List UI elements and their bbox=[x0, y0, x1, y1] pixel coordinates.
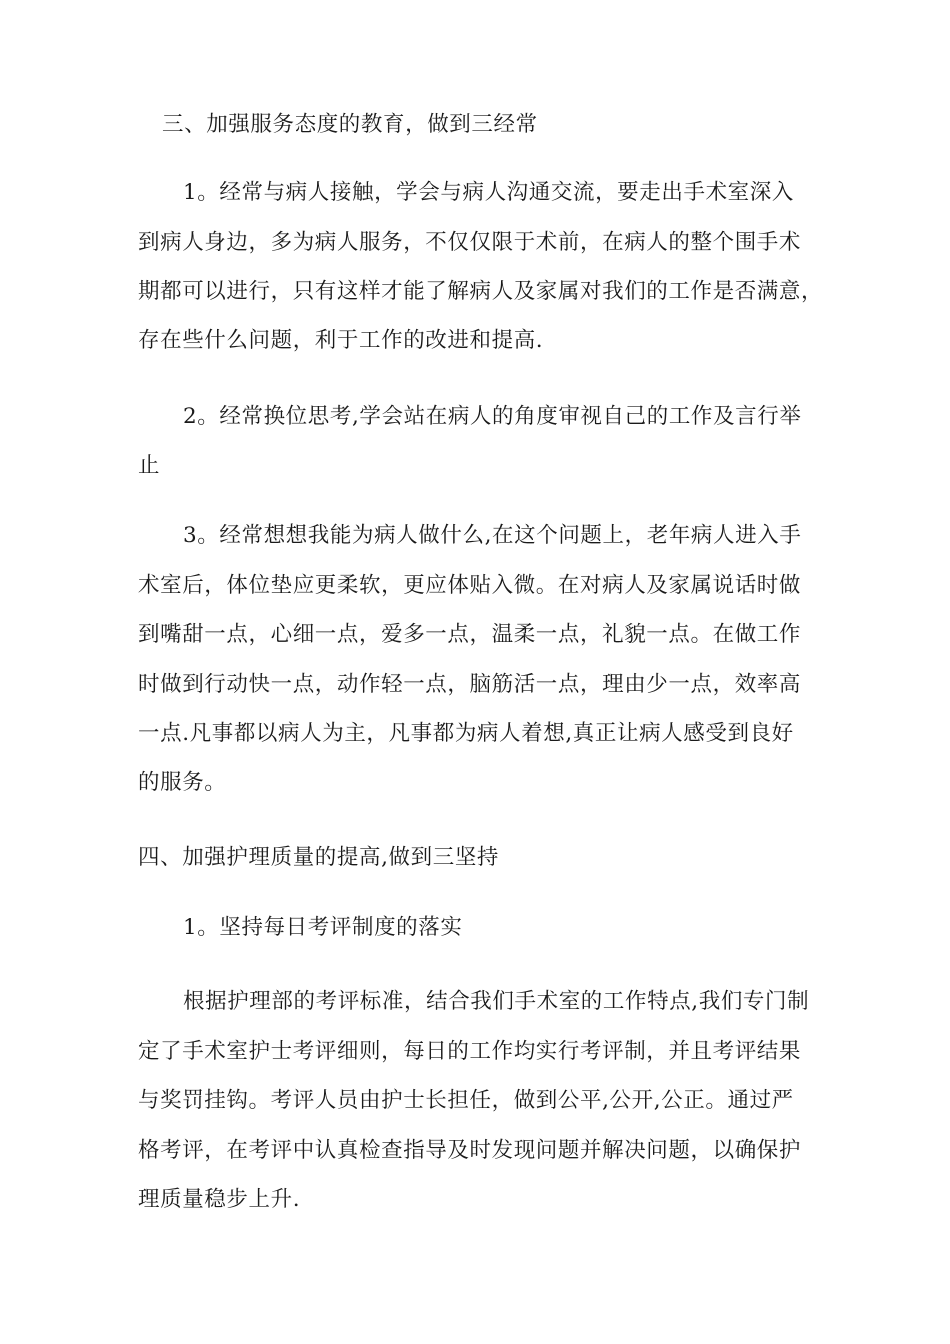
paragraph-line: 一点.凡事都以病人为主，凡事都为病人着想,真正让病人感受到良好 bbox=[138, 721, 794, 746]
paragraph-line: 到嘴甜一点，心细一点，爱多一点，温柔一点，礼貌一点。在做工作 bbox=[138, 622, 802, 647]
paragraph-line: 存在些什么问题，利于工作的改进和提高. bbox=[138, 328, 544, 353]
paragraph-line: 与奖罚挂钩。考评人员由护士长担任，做到公平,公开,公正。通过严 bbox=[138, 1088, 794, 1113]
paragraph-line: 格考评，在考评中认真检查指导及时发现问题并解决问题，以确保护 bbox=[138, 1138, 802, 1163]
subheading: 1。坚持每日考评制度的落实 bbox=[183, 915, 463, 940]
paragraph-line: 期都可以进行，只有这样才能了解病人及家属对我们的工作是否满意， bbox=[138, 279, 824, 304]
section-4-heading: 四、加强护理质量的提高,做到三坚持 bbox=[138, 845, 500, 870]
paragraph-line: 2。经常换位思考,学会站在病人的角度审视自己的工作及言行举 bbox=[183, 404, 802, 429]
paragraph-line: 到病人身边，多为病人服务，不仅仅限于术前，在病人的整个围手术 bbox=[138, 230, 802, 255]
section-3-heading: 三、加强服务态度的教育，做到三经常 bbox=[162, 112, 538, 137]
paragraph-line: 理质量稳步上升. bbox=[138, 1187, 301, 1212]
paragraph-line: 定了手术室护士考评细则，每日的工作均实行考评制，并且考评结果 bbox=[138, 1039, 802, 1064]
paragraph-line: 的服务。 bbox=[138, 770, 227, 795]
paragraph-line: 时做到行动快一点，动作轻一点，脑筋活一点，理由少一点，效率高 bbox=[138, 672, 802, 697]
paragraph-line: 术室后，体位垫应更柔软，更应体贴入微。在对病人及家属说话时做 bbox=[138, 573, 802, 598]
paragraph-line: 1。经常与病人接触，学会与病人沟通交流，要走出手术室深入 bbox=[183, 180, 794, 205]
paragraph-line: 止 bbox=[138, 453, 161, 478]
paragraph-line: 3。经常想想我能为病人做什么,在这个问题上，老年病人进入手 bbox=[183, 523, 802, 548]
paragraph-line: 根据护理部的考评标准，结合我们手术室的工作特点,我们专门制 bbox=[183, 989, 810, 1014]
